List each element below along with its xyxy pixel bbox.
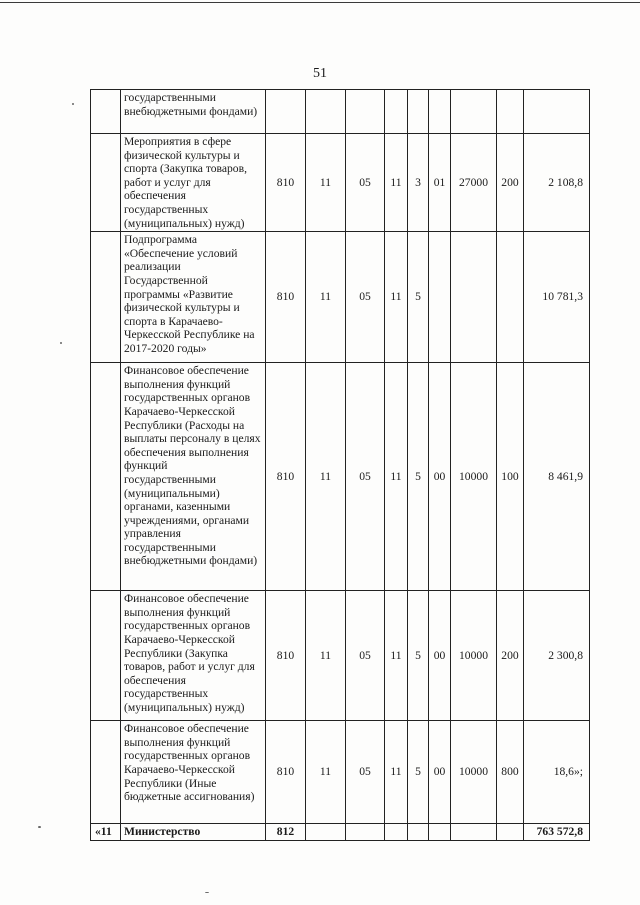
cell-subsection: 05 (346, 232, 385, 363)
cell-first (91, 232, 121, 363)
cell-name: Подпрограмма «Обеспечение условий реализации Государственной программы «Развитие физической культуры и спорта в Карачаево-Черкесской Республике на 2017-2020 годы» (121, 232, 266, 363)
cell-ministry: 810 (266, 591, 306, 721)
cell-amount: 10 781,3 (524, 232, 590, 363)
cell-amount: 8 461,9 (524, 363, 590, 591)
cell-program: 11 (385, 363, 408, 591)
page-number: 51 (313, 66, 327, 81)
scan-speck (72, 103, 74, 105)
cell-direction: 00 (429, 363, 451, 591)
cell-subprogram: 5 (408, 363, 429, 591)
cell-code: 27000 (451, 134, 497, 232)
cell-amount: 763 572,8 (524, 824, 590, 841)
scan-speck (38, 826, 41, 828)
cell-first (91, 134, 121, 232)
cell-amount: 18,6»; (524, 721, 590, 824)
cell-expense-type (497, 824, 524, 841)
cell-code: 10000 (451, 591, 497, 721)
cell-section: 11 (306, 591, 346, 721)
cell-program: 11 (385, 721, 408, 824)
cell-direction (429, 90, 451, 134)
cell-subsection: 05 (346, 134, 385, 232)
cell-subsection (346, 824, 385, 841)
cell-section: 11 (306, 721, 346, 824)
cell-subprogram: 5 (408, 232, 429, 363)
cell-subprogram (408, 824, 429, 841)
cell-expense-type: 800 (497, 721, 524, 824)
cell-name: Финансовое обеспечение выполнения функций государственных органов Карачаево-Черкесской Республики (Расходы на выплаты персоналу в целях обеспечения выполнения функций государственными (муниципальными) органами, казенными учреждениями, органами управления государственными внебюджетными фондами) (121, 363, 266, 591)
table-row (91, 591, 590, 721)
cell-direction: 01 (429, 134, 451, 232)
cell-name: государственными внебюджетными фондами) (121, 90, 266, 134)
cell-code: 10000 (451, 363, 497, 591)
cell-direction (429, 232, 451, 363)
cell-program: 11 (385, 232, 408, 363)
cell-program: 11 (385, 591, 408, 721)
cell-code: 10000 (451, 721, 497, 824)
table-body (91, 90, 590, 841)
cell-ministry: 812 (266, 824, 306, 841)
cell-direction (429, 824, 451, 841)
cell-direction: 00 (429, 721, 451, 824)
cell-ministry (266, 90, 306, 134)
cell-first (91, 591, 121, 721)
cell-first: «11 (91, 824, 121, 841)
cell-code (451, 90, 497, 134)
cell-first (91, 363, 121, 591)
cell-subprogram (408, 90, 429, 134)
table-row (91, 232, 590, 363)
table-row (91, 90, 590, 134)
cell-first (91, 721, 121, 824)
cell-expense-type: 100 (497, 363, 524, 591)
cell-first (91, 90, 121, 134)
cell-subsection: 05 (346, 721, 385, 824)
cell-code (451, 232, 497, 363)
cell-program (385, 824, 408, 841)
cell-subsection: 05 (346, 591, 385, 721)
cell-name: Министерство (121, 824, 266, 841)
cell-ministry: 810 (266, 232, 306, 363)
cell-subprogram: 3 (408, 134, 429, 232)
cell-name: Финансовое обеспечение выполнения функций государственных органов Карачаево-Черкесской Республики (Закупка товаров, работ и услуг для обеспечения государственных (муниципальных) нужд) (121, 591, 266, 721)
cell-subprogram: 5 (408, 721, 429, 824)
scan-speck (60, 342, 62, 344)
cell-expense-type: 200 (497, 591, 524, 721)
cell-section: 11 (306, 134, 346, 232)
cell-amount (524, 90, 590, 134)
cell-expense-type: 200 (497, 134, 524, 232)
cell-ministry: 810 (266, 134, 306, 232)
cell-program (385, 90, 408, 134)
cell-direction: 00 (429, 591, 451, 721)
cell-subprogram: 5 (408, 591, 429, 721)
cell-subsection (346, 90, 385, 134)
cell-section (306, 90, 346, 134)
cell-section: 11 (306, 232, 346, 363)
cell-expense-type (497, 90, 524, 134)
cell-section: 11 (306, 363, 346, 591)
cell-expense-type (497, 232, 524, 363)
cell-program: 11 (385, 134, 408, 232)
cell-name: Мероприятия в сфере физической культуры и спорта (Закупка товаров, работ и услуг для обеспечения государственных (муниципальных) нужд) (121, 134, 266, 232)
cell-amount: 2 108,8 (524, 134, 590, 232)
cell-ministry: 810 (266, 363, 306, 591)
table-row (91, 824, 590, 841)
cell-code (451, 824, 497, 841)
cell-ministry: 810 (266, 721, 306, 824)
scan-speck (205, 892, 209, 893)
cell-name: Финансовое обеспечение выполнения функций государственных органов Карачаево-Черкесской Республики (Иные бюджетные ассигнования) (121, 721, 266, 824)
table-row (91, 721, 590, 824)
table-row (91, 363, 590, 591)
budget-table (90, 89, 590, 841)
cell-section (306, 824, 346, 841)
top-border-line (0, 2, 640, 3)
cell-subsection: 05 (346, 363, 385, 591)
cell-amount: 2 300,8 (524, 591, 590, 721)
table-row (91, 134, 590, 232)
